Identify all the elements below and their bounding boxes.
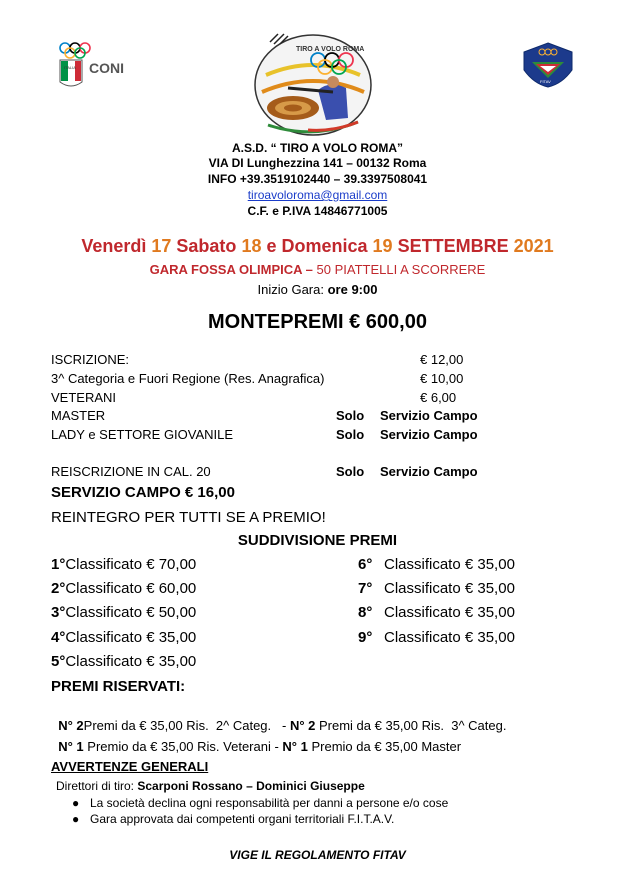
prize-left-3 [51, 629, 196, 646]
warnings-title: AVVERTENZE GENERALI [51, 759, 209, 774]
fitav-logo [522, 42, 574, 88]
start-time-row [0, 282, 635, 297]
directors-label: Direttori di tiro: [56, 779, 135, 793]
directors-names: Scarponi Rossano – Dominici Giuseppe [137, 779, 365, 793]
prize-pool: MONTEPREMI € 600,00 [208, 311, 427, 333]
prize-text: Classificato € 35,00 [384, 604, 515, 621]
reserved-count-1c: N° 2 [289, 718, 316, 733]
service-fee: SERVIZIO CAMPO € 16,00 [51, 484, 235, 501]
warning-text: La società declina ogni responsabilità per danni a persone e/o cose [90, 796, 449, 810]
competition-name: GARA FOSSA OLIMPICA – [149, 262, 313, 277]
club-vat: C.F. e P.IVA 14846771005 [247, 204, 388, 218]
competition-type [0, 262, 635, 277]
year-label: 2021 [513, 236, 554, 256]
prize-rank: 2° [51, 580, 66, 597]
fee-label-4: LADY e SETTORE GIOVANILE [51, 427, 234, 442]
prize-left-2 [51, 604, 196, 621]
prize-rank: 9° [358, 629, 373, 646]
directors-row [56, 779, 365, 793]
club-contact: INFO +39.3519102440 – 39.3397508041 [207, 172, 428, 186]
prize-rank: 7° [358, 580, 373, 597]
fee-qualifier-5: Solo [336, 464, 365, 479]
fee-qualifier-4: Solo [336, 427, 365, 442]
fee-label-1-text: 3^ Categoria e Fuori Regione (Res. Anagrafica) [51, 371, 325, 386]
day2-label: Sabato [176, 236, 237, 256]
day2-number: 18 [241, 236, 262, 256]
prize-left-1 [51, 580, 196, 597]
club-logo-text: TIRO A VOLO ROMA [296, 46, 365, 53]
warning-text: Gara approvata dai competenti organi territoriali F.I.T.A.V. [90, 812, 395, 826]
prize-right-2 [358, 604, 515, 621]
day3-label: e Domenica [266, 236, 368, 256]
fee-label-2: VETERANI [51, 390, 117, 405]
reserved-count-2a: N° 1 [58, 739, 84, 754]
reserved-count-1a: N° 2 [58, 718, 84, 733]
reserved-line-2 [51, 724, 461, 754]
start-label: Inizio Gara: [257, 282, 324, 297]
fee-value-4: Servizio Campo [380, 427, 478, 442]
warning-bullet-0 [72, 796, 448, 810]
reintegro-note: REINTEGRO PER TUTTI SE A PREMIO! [51, 509, 326, 526]
prize-text: Classificato € 50,00 [65, 604, 197, 621]
coni-logo [55, 40, 125, 96]
day1-label: Venerdì [81, 236, 147, 256]
prize-text: Classificato € 35,00 [384, 629, 515, 646]
reserved-text-1b: Premi da € 35,00 Ris. 2^ Categ. - [83, 718, 287, 733]
prize-text: Classificato € 35,00 [65, 629, 197, 646]
reserved-text-1d: Premi da € 35,00 Ris. 3^ Categ. [319, 718, 507, 733]
coni-label: CONI [89, 60, 124, 76]
fee-label-5: REISCRIZIONE IN CAL. 20 [51, 464, 211, 479]
coni-sub-label: ITALIA [64, 65, 76, 70]
competition-detail: 50 PIATTELLI A SCORRERE [316, 262, 486, 277]
prize-rank: 1° [51, 556, 66, 573]
day3-number: 19 [372, 236, 393, 256]
fee-qualifier-3: Solo [336, 408, 365, 423]
club-email-row [0, 188, 635, 202]
prize-right-1 [358, 580, 515, 597]
prizes-title: SUDDIVISIONE PREMI [237, 532, 398, 549]
prize-left-0 [51, 556, 196, 573]
prize-rank: 3° [51, 604, 66, 621]
event-dates [0, 236, 635, 257]
prize-text: Classificato € 35,00 [384, 580, 515, 597]
prize-text: Classificato € 60,00 [65, 580, 197, 597]
fee-label-0: ISCRIZIONE: [51, 352, 130, 367]
fee-value-5: Servizio Campo [380, 464, 478, 479]
start-time: ore 9:00 [327, 282, 378, 297]
prize-rank: 4° [51, 629, 66, 646]
club-address: VIA DI Lunghezzina 141 – 00132 Roma [208, 156, 427, 170]
warning-bullet-1 [72, 812, 394, 826]
fee-value-0: € 12,00 [420, 352, 464, 367]
prize-rank: 5° [51, 653, 66, 670]
club-name: A.S.D. “ TIRO A VOLO ROMA” [231, 141, 404, 155]
prize-right-3 [358, 629, 515, 646]
prize-left-4 [51, 653, 196, 670]
bullet-icon: ● [72, 796, 80, 810]
day1-number: 17 [151, 236, 172, 256]
prize-rank: 8° [358, 604, 373, 621]
reserved-count-2c: N° 1 [282, 739, 308, 754]
fitav-label: FITAV [540, 79, 551, 84]
fee-label-3: MASTER [51, 408, 106, 423]
club-email-link[interactable]: tiroavoloroma@gmail.com [247, 188, 388, 202]
prize-rank: 6° [358, 556, 373, 573]
fee-label-1 [51, 371, 324, 386]
prize-text: Classificato € 70,00 [65, 556, 197, 573]
month-label: SETTEMBRE [397, 236, 509, 256]
prize-text: Classificato € 35,00 [384, 556, 515, 573]
reserved-text-2d: Premio da € 35,00 Master [311, 739, 462, 754]
reserved-text-2b: Premio da € 35,00 Ris. Veterani - [87, 739, 279, 754]
fee-value-1: € 10,00 [420, 371, 464, 386]
reserved-title: PREMI RISERVATI: [51, 678, 186, 695]
footer-note: VIGE IL REGOLAMENTO FITAV [229, 848, 406, 862]
fee-value-2: € 6,00 [420, 390, 457, 405]
fee-value-3: Servizio Campo [380, 408, 478, 423]
club-logo [248, 30, 378, 140]
prize-text: Classificato € 35,00 [65, 653, 197, 670]
prize-right-0 [358, 556, 515, 573]
bullet-icon: ● [72, 812, 80, 826]
